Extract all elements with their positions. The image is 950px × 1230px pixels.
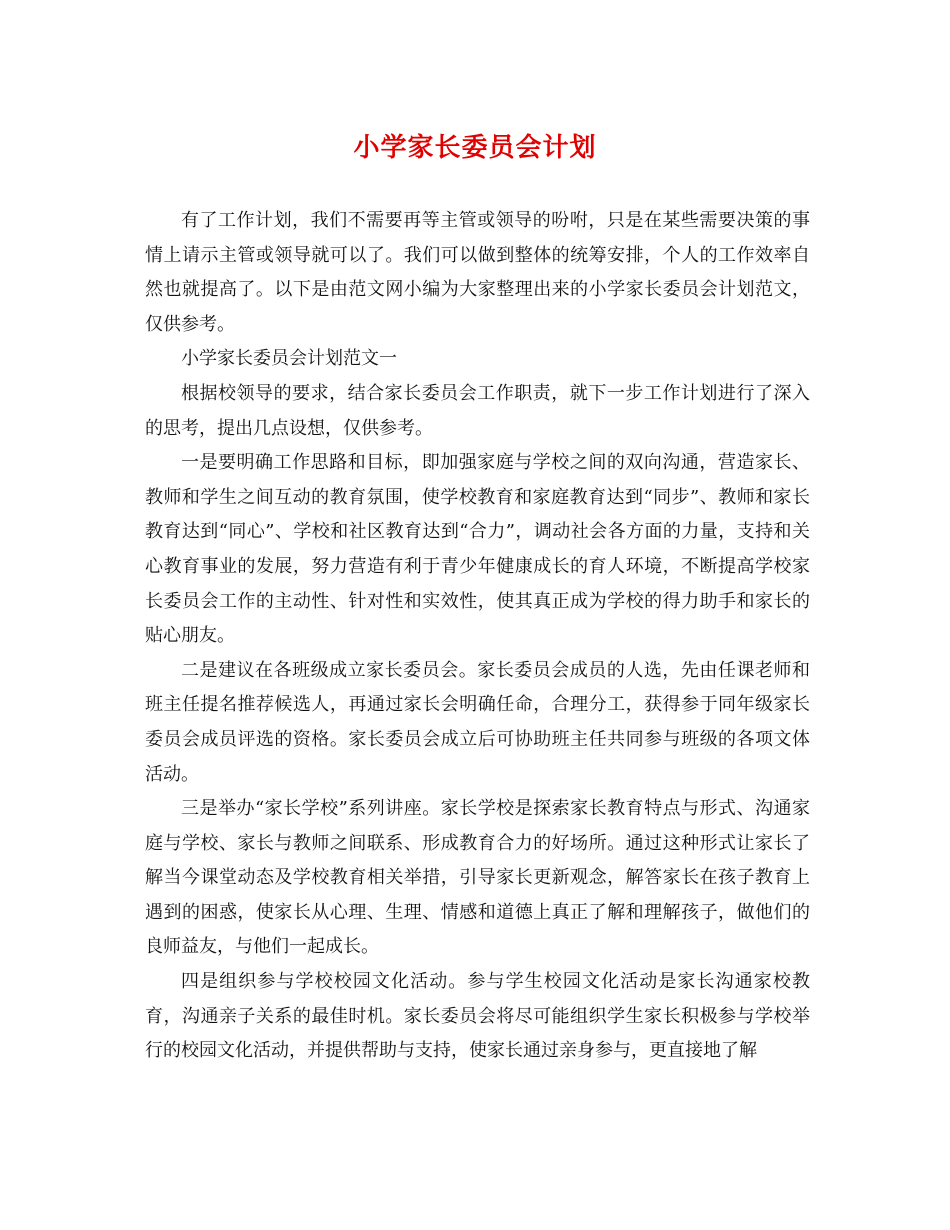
document-title: 小学家长委员会计划 [353, 133, 597, 163]
paragraph-intro: 有了工作计划，我们不需要再等主管或领导的吩咐，只是在某些需要决策的事情上请示主管或领导就可以了。我们可以做到整体的统筹安排，个人的工作效率自然也就提高了。以下是由范文网小编为大家整理出来的小学家长委员会计划范文，仅供参考。 [145, 210, 810, 335]
paragraph-point-two: 二是建议在各班级成立家长委员会。家长委员会成员的人选，先由任课老师和班主任提名推荐候选人，再通过家长会明确任命，合理分工，获得参于同年级家长委员会成员评选的资格。家长委员会成立后可协助班主任共同参与班级的各项文体活动。 [145, 659, 810, 785]
paragraph-point-one: 一是要明确工作思路和目标，即加强家庭与学校之间的双向沟通，营造家长、教师和学生之间互动的教育氛围，使学校教育和家庭教育达到“同步”、教师和家长教育达到“同心”、学校和社区教育达到“合力”，调动社会各方面的力量，支持和关心教育事业的发展，努力营造有利于青少年健康成长的育人环境，不断提高学校家长委员会工作的主动性、针对性和实效性，使其真正成为学校的得力助手和家长的贴心朋友。 [145, 452, 810, 647]
paragraph-preface: 根据校领导的要求，结合家长委员会工作职责，就下一步工作计划进行了深入的思考，提出几点设想，仅供参考。 [145, 382, 810, 439]
paragraph-subheading: 小学家长委员会计划范文一 [181, 348, 397, 370]
paragraph-point-four: 四是组织参与学校校园文化活动。参与学生校园文化活动是家长沟通家校教育，沟通亲子关系的最佳时机。家长委员会将尽可能组织学生家长积极参与学校举行的校园文化活动，并提供帮助与支持，使家长通过亲身参与，更直接地了解 [145, 971, 810, 1062]
paragraph-point-three: 三是举办“家长学校”系列讲座。家长学校是探索家长教育特点与形式、沟通家庭与学校、家长与教师之间联系、形成教育合力的好场所。通过这种形式让家长了解当今课堂动态及学校教育相关举措，引导家长更新观念，解答家长在孩子教育上遇到的困惑，使家长从心理、生理、情感和道德上真正了解和理解孩子，做他们的良师益友，与他们一起成长。 [145, 798, 810, 958]
document-body [145, 204, 810, 1069]
